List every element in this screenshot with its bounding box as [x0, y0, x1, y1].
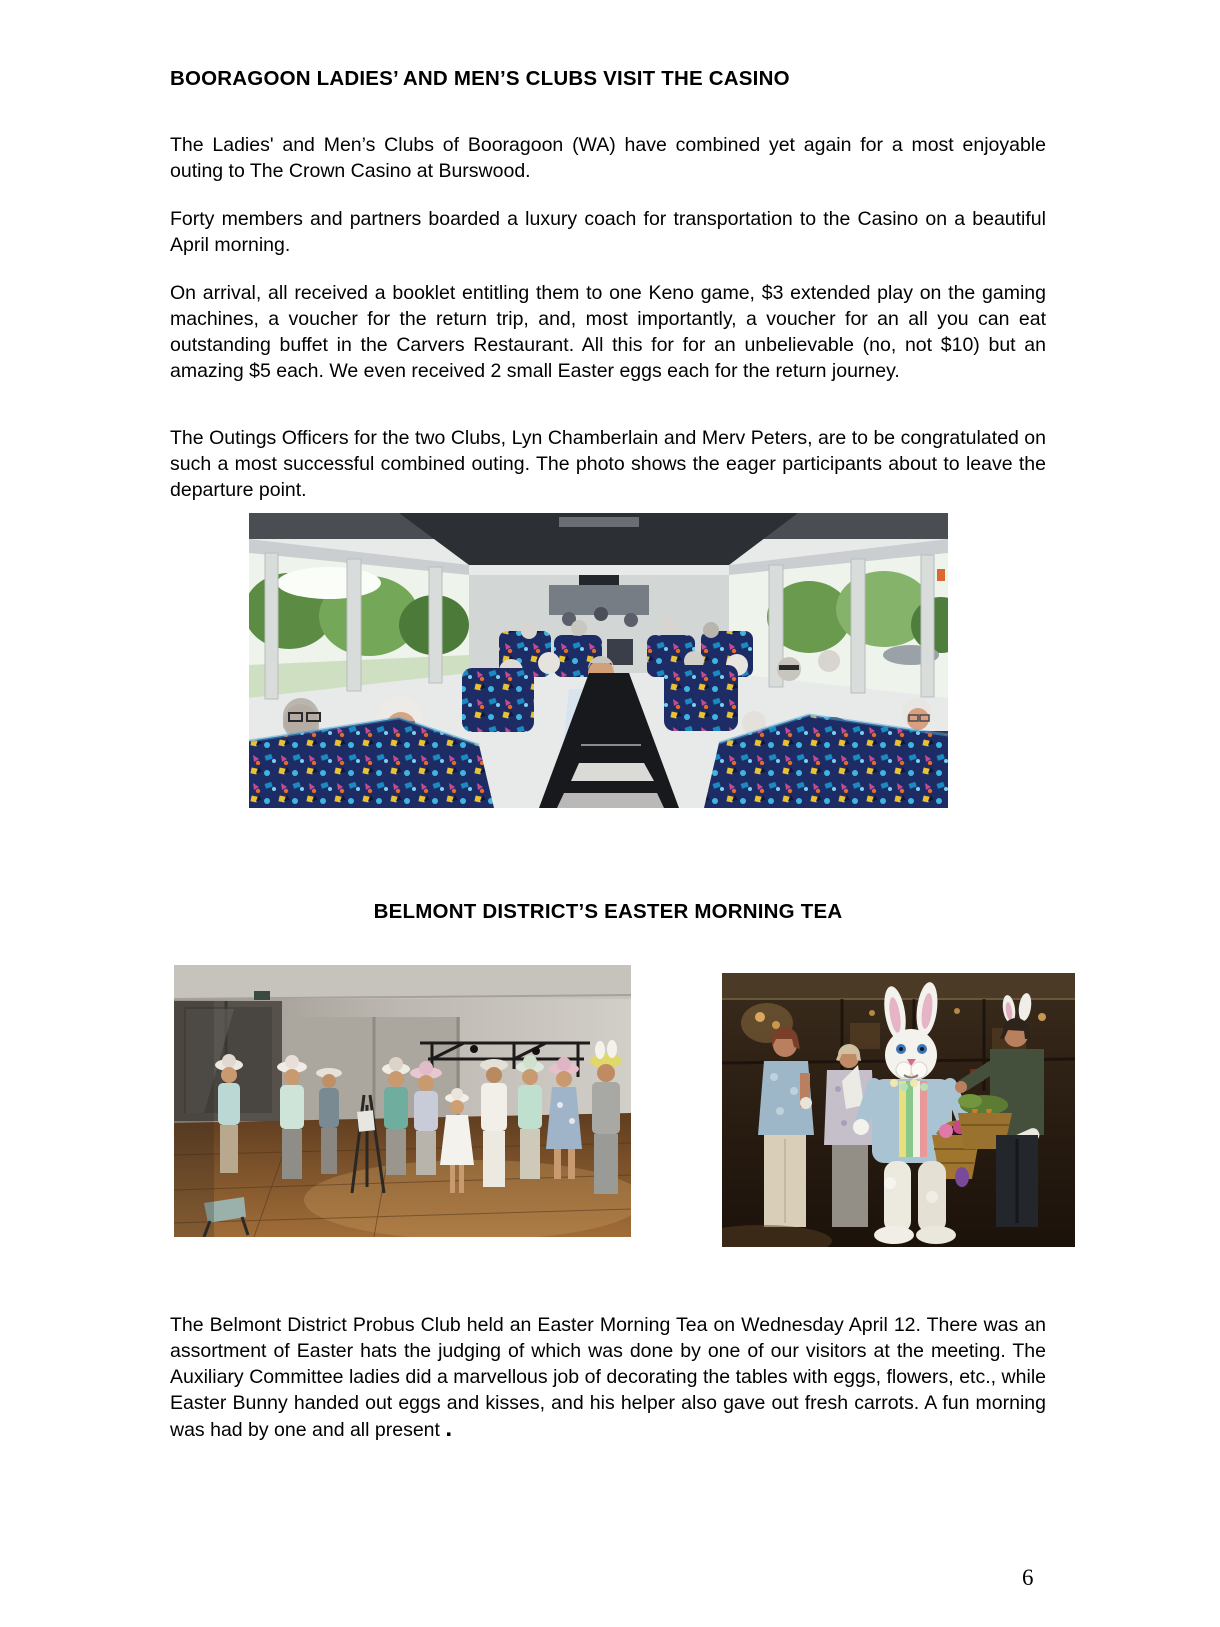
casino-paragraph-4: The Outings Officers for the two Clubs, Lyn Chamberlain and Merv Peters, are to be congratulated on such a most successful combined outing. The photo shows the eager participants about to leave the departure point. [170, 426, 1046, 501]
casino-paragraph-2: Forty members and partners boarded a luxury coach for transportation to the Casino on a beautiful April morning. [170, 207, 1046, 256]
casino-paragraph-1: The Ladies' and Men’s Clubs of Booragoon (WA) have combined yet again for a most enjoyable outing to The Crown Casino at Burswood. [170, 133, 1046, 182]
easter-bunny-photo [722, 973, 1075, 1247]
casino-paragraph-3: On arrival, all received a booklet entitling them to one Keno game, $3 extended play on the gaming machines, a voucher for the return trip, and, most importantly, a voucher for an all you can eat outstanding buffet in the Carvers Restaurant. All this for for an unbelievable (no, not $10) but an amazing $5 each. We even received 2 small Easter eggs each for the return journey. [170, 281, 1046, 382]
easter-article-title: BELMONT DISTRICT’S EASTER MORNING TEA [373, 900, 843, 923]
easter-paragraph-text: The Belmont District Probus Club held an Easter Morning Tea on Wednesday April 12. There was an assortment of Easter hats the judging of which was done by one of our visitors at the meeting. The Auxiliary Committee ladies did a marvellous job of decorating the tables with eggs, flowers, etc., while Easter Bunny handed out eggs and kisses, and his helper also gave out fresh carrots. A fun morning was had by one and all present [170, 1313, 1046, 1441]
coach-interior-photo [249, 513, 948, 808]
easter-hats-photo [174, 965, 631, 1237]
easter-paragraph-final-dot: . [445, 1414, 453, 1442]
casino-article-title: BOORAGOON LADIES’ AND MEN’S CLUBS VISIT THE CASINO [170, 67, 790, 90]
easter-paragraph [170, 1312, 1046, 1443]
page-number: 6 [1022, 1565, 1034, 1590]
